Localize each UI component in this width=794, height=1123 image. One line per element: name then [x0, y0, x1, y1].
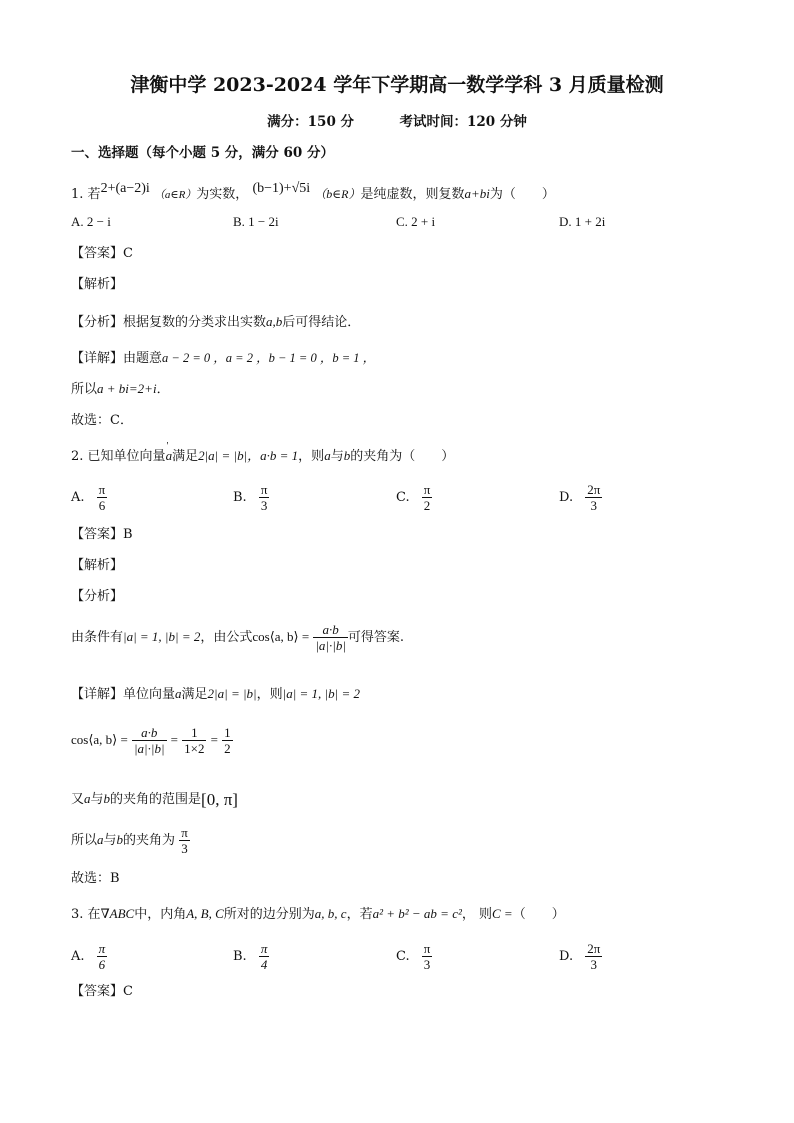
q1-option-b: B. 1 − 2i [233, 214, 279, 229]
q2-option-a [71, 482, 107, 513]
q3-answer: 【答案】C [71, 984, 133, 999]
d2-den2: 1×2 [184, 741, 205, 756]
option-den: 3 [260, 498, 268, 513]
option-den: 3 [590, 957, 598, 972]
exam-info [0, 110, 794, 130]
option-den: 3 [423, 957, 431, 972]
detail-label: 【详解】 [71, 351, 124, 366]
option-label: D. [559, 490, 574, 505]
analysis-var: a,b [266, 314, 283, 329]
q2-text-mid: 满足 [172, 449, 199, 464]
q1-option-d: D. 1 + 2i [559, 214, 606, 229]
option-num: π [98, 482, 106, 497]
q1-answer: 【答案】C [71, 246, 133, 261]
q1-expr3: a+bi [464, 186, 490, 201]
option-den: 6 [98, 498, 106, 513]
q3-option-a [71, 941, 107, 972]
question-2: 2. 已知单位向量' a满足2|a| = |b|，a·b = 1，则a与b的夹角为（ ） [71, 447, 454, 466]
d2-num1: a·b [132, 725, 167, 741]
d1-mid: 满足 [181, 687, 208, 702]
d1-pre: 单位向量 [123, 687, 176, 702]
detail-math: a − 2 = 0 ，a = 2 ，b − 1 = 0 ，b = 1 ， [162, 351, 376, 365]
d1-math: 2|a| = |b| [207, 686, 257, 701]
option-den: 4 [260, 957, 268, 972]
option-num: 2π [587, 941, 601, 956]
option-num: π [260, 941, 268, 956]
option-label: A. [71, 949, 85, 964]
q3-sides: a, b, c [314, 906, 347, 921]
q3-option-d [559, 941, 602, 972]
option-den: 3 [590, 498, 598, 513]
q3-ceq: C = [492, 906, 513, 921]
option-den: 6 [98, 957, 106, 972]
q3-t6: （ ） [512, 907, 565, 922]
q2-analysis-label: 【分析】 [71, 589, 124, 604]
d3-and: 与 [90, 792, 104, 807]
analysis-end: 后可得结论． [282, 315, 361, 330]
q3-t3: 所对的边分别为 [223, 907, 315, 922]
question-1 [71, 180, 555, 204]
analysis-label: 【分析】 [71, 315, 124, 330]
q2-detail-line2 [71, 725, 233, 756]
q2-detail-line4: 所以a与b的夹角为 $\frac{\pi}{3}$ [71, 825, 188, 856]
q2-option-d [559, 482, 602, 513]
q1-expr2: (b−1)+√5i [252, 181, 311, 196]
option-label: A. [71, 490, 85, 505]
q2-and: 与 [330, 449, 344, 464]
q1-expr1: 2+(a−2)i [100, 181, 150, 196]
d4-mid: 的夹角为 [123, 833, 176, 848]
q1-text2: 为实数， [196, 187, 249, 202]
d2-eq1: = [170, 732, 178, 747]
q2-number: 2. [71, 449, 84, 464]
d3-range: [0, π] [201, 790, 238, 809]
q2-answer: 【答案】B [71, 527, 133, 542]
d4-den: 3 [181, 841, 188, 856]
full-score: 满分：150 分 [267, 114, 355, 130]
q3-t5: ， 则 [461, 907, 493, 922]
analysis-text: 根据复数的分类求出实数 [123, 315, 267, 330]
q3-t4: ，若 [346, 907, 373, 922]
q2-choose: 故选：B [71, 871, 120, 886]
q1-option-c: C. 2 + i [396, 214, 436, 229]
q2-detail-line3: 又a与b的夹角的范围是[0, π] [71, 790, 238, 809]
q1-text4: 为（ ） [489, 187, 555, 202]
d4-and: 与 [103, 833, 117, 848]
detail-text: 由题意 [123, 351, 163, 366]
q1-option-a: A. 2 − i [71, 214, 111, 229]
q2-vec-a: ' a [166, 448, 173, 463]
q2-jiexi: 【解析】 [71, 558, 124, 573]
a1-den: |a|·|b| [315, 638, 346, 653]
line2-pre: 所以 [71, 382, 98, 397]
q2-condition: 2|a| = |b|，a·b = 1 [198, 448, 299, 463]
d3-pre: 又 [71, 792, 85, 807]
option-label: C. [396, 490, 410, 505]
option-num: π [423, 941, 431, 956]
option-label: B. [233, 490, 247, 505]
a1-mid: ，由公式 [200, 630, 253, 645]
d2-den3: 2 [224, 741, 231, 756]
exam-time: 考试时间：120 分钟 [399, 114, 527, 130]
q2-text: 已知单位向量 [87, 449, 166, 464]
option-label: B. [233, 949, 247, 964]
d4-num: π [181, 825, 188, 840]
q3-angles: A, B, C [186, 906, 224, 921]
a1-cos: cos⟨a, b⟩ = [252, 629, 310, 644]
d4-pre: 所以 [71, 833, 98, 848]
option-num: 2π [587, 482, 601, 497]
d1-math2: |a| = 1, |b| = 2 [282, 686, 360, 701]
d1-then: ，则 [256, 687, 283, 702]
a1-pre: 由条件有 [71, 630, 124, 645]
a1-end: 可得答案. [347, 630, 405, 645]
q2-analysis-line [71, 622, 404, 653]
question-3 [71, 905, 565, 924]
option-num: π [423, 482, 431, 497]
q3-eq: a² + b² − ab = c² [372, 906, 462, 921]
q3-t2: 中，内角 [134, 907, 187, 922]
option-label: D. [559, 949, 574, 964]
option-num: π [98, 941, 106, 956]
q3-option-b [233, 941, 269, 972]
q2-text-end: 的夹角为（ ） [350, 449, 455, 464]
d2-num3: 1 [224, 725, 231, 740]
option-den: 2 [423, 498, 431, 513]
d3-mid: 的夹角的范围是 [110, 792, 202, 807]
q3-triangle: ∇ABC [100, 906, 135, 921]
q3-option-c [396, 941, 432, 972]
d2-eq2: = [210, 732, 218, 747]
a1-math: |a| = 1, |b| = 2 [123, 629, 201, 644]
q2-then: ，则 [298, 449, 325, 464]
q1-analysis [71, 313, 360, 332]
q1-number: 1. [71, 187, 84, 202]
a1-num: a·b [313, 622, 348, 638]
q2-option-c [396, 482, 432, 513]
q2-detail-line1: 【详解】单位向量a满足2|a| = |b|，则|a| = 1, |b| = 2 [71, 686, 360, 702]
detail-label: 【详解】 [71, 687, 124, 702]
q1-text3: 是纯虚数，则复数 [360, 187, 465, 202]
section-title: 一、选择题（每个小题 5 分，满分 60 分） [71, 145, 334, 161]
q1-cond1: （a∈R） [153, 189, 197, 201]
q3-number: 3. [71, 907, 84, 922]
option-num: π [260, 482, 268, 497]
q3-t1: 在 [87, 907, 101, 922]
option-label: C. [396, 949, 410, 964]
d2-num2: 1 [182, 725, 206, 741]
d2-den1: |a|·|b| [133, 741, 165, 756]
d2-cos: cos⟨a, b⟩ = [71, 732, 128, 747]
q1-choose: 故选：C． [71, 413, 133, 428]
q1-cond2: （b∈R） [314, 187, 361, 201]
q2-option-b [233, 482, 269, 513]
page-title: 津衡中学 2023-2024 学年下学期高一数学学科 3 月质量检测 [130, 74, 664, 96]
line2-math: a + bi=2+i [97, 381, 157, 396]
q1-detail-line2 [71, 380, 170, 399]
q1-text: 若 [87, 187, 101, 202]
q1-detail [71, 349, 375, 368]
q1-jiexi: 【解析】 [71, 277, 124, 292]
line2-end: ． [156, 382, 170, 397]
